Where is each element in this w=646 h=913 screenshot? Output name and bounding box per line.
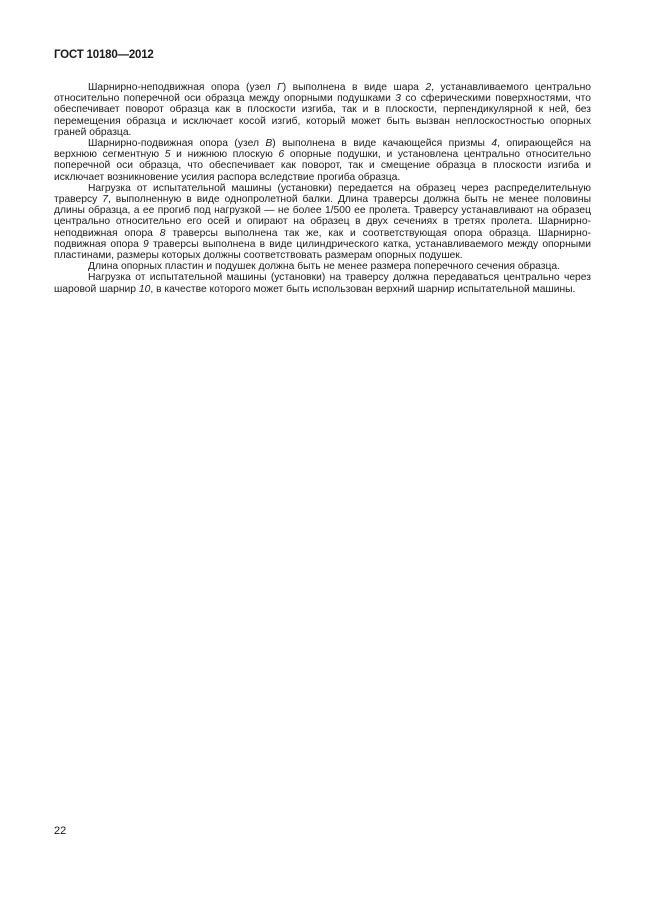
- page-number: 22: [54, 825, 67, 837]
- text-run: ) выполнена в виде качающейся призмы: [272, 138, 492, 150]
- reference-label: 10: [138, 283, 151, 295]
- reference-label: Г: [277, 82, 283, 93]
- reference-label: 8: [159, 227, 166, 239]
- text-run: Нагрузка от испытательной машины (установки) передается на образец через распределительную траверсу: [54, 182, 591, 206]
- paragraph: [54, 272, 591, 294]
- paragraph: [54, 261, 591, 272]
- reference-label: В: [265, 138, 273, 150]
- text-run: и нижнюю плоскую: [170, 149, 279, 161]
- text-run: , в качестве которого может быть использован верхний шарнир испытательной машины.: [150, 283, 576, 295]
- reference-label: 5: [164, 149, 171, 161]
- paragraph: [54, 82, 591, 138]
- text-run: Нагрузка от испытательной машины (установки) на траверсу должна передаваться центрально через шаровой шарнир: [54, 272, 591, 295]
- text-run: Шарнирно-подвижная опора (узел: [88, 138, 266, 150]
- paragraph: [54, 138, 591, 183]
- document-body: [54, 82, 591, 295]
- text-run: траверсы выполнена в виде цилиндрического катка, устанавливаемого между опорными пластинами, размеры которых должны соответствовать размерам опорных подушек.: [54, 238, 591, 262]
- text-run: Шарнирно-неподвижная опора (узел: [88, 82, 278, 93]
- text-run: траверсы выполнена так же, как и соответствующая опора образца. Шарнирно-подвижная опора: [54, 227, 591, 250]
- text-run: опорные подушки, и установлена центрально относительно поперечной оси образца, что обеспечивает как поворот, так и смещение образца в плоскости изгиба и исключает возникновение усилия распора вследствие прогиба образца.: [54, 149, 591, 183]
- document-header: ГОСТ 10180—2012: [54, 49, 154, 61]
- reference-label: 6: [278, 149, 285, 161]
- reference-label: 2: [425, 82, 432, 93]
- reference-label: 7: [102, 194, 108, 206]
- text-run: со сферическими поверхностями, что обеспечивает поворот образца как в плоскости изгиба, так и в плоскости, перпендикулярной к ней, без перемещения образца и исключает косой изгиб, который может быть вызван неплоскостностью опорных граней образца.: [54, 93, 592, 138]
- text-run: ) выполнена в виде шара: [282, 82, 426, 93]
- reference-label: 4: [491, 138, 498, 150]
- paragraph: [54, 183, 591, 261]
- reference-label: 3: [395, 93, 401, 105]
- reference-label: 9: [143, 238, 149, 250]
- text-run: Длина опорных пластин и подушек должна быть не менее размера поперечного сечения образца.: [88, 261, 560, 273]
- text-run: , выполненную в виде однопролетной балки. Длина траверсы должна быть не менее половины длины образца, а ее прогиб под нагрузкой — не более 1/500 ее пролета. Траверсу устанавливают на образец центрально относительно его осей и опирают на образец в двух сечениях в третях пролета. Шарнирно-неподвижная опора: [54, 194, 591, 239]
- text-run: , опирающейся на верхнюю сегментную: [54, 138, 591, 161]
- text-run: , устанавливаемого центрально относительно поперечной оси образца между опорными подушками: [54, 82, 591, 105]
